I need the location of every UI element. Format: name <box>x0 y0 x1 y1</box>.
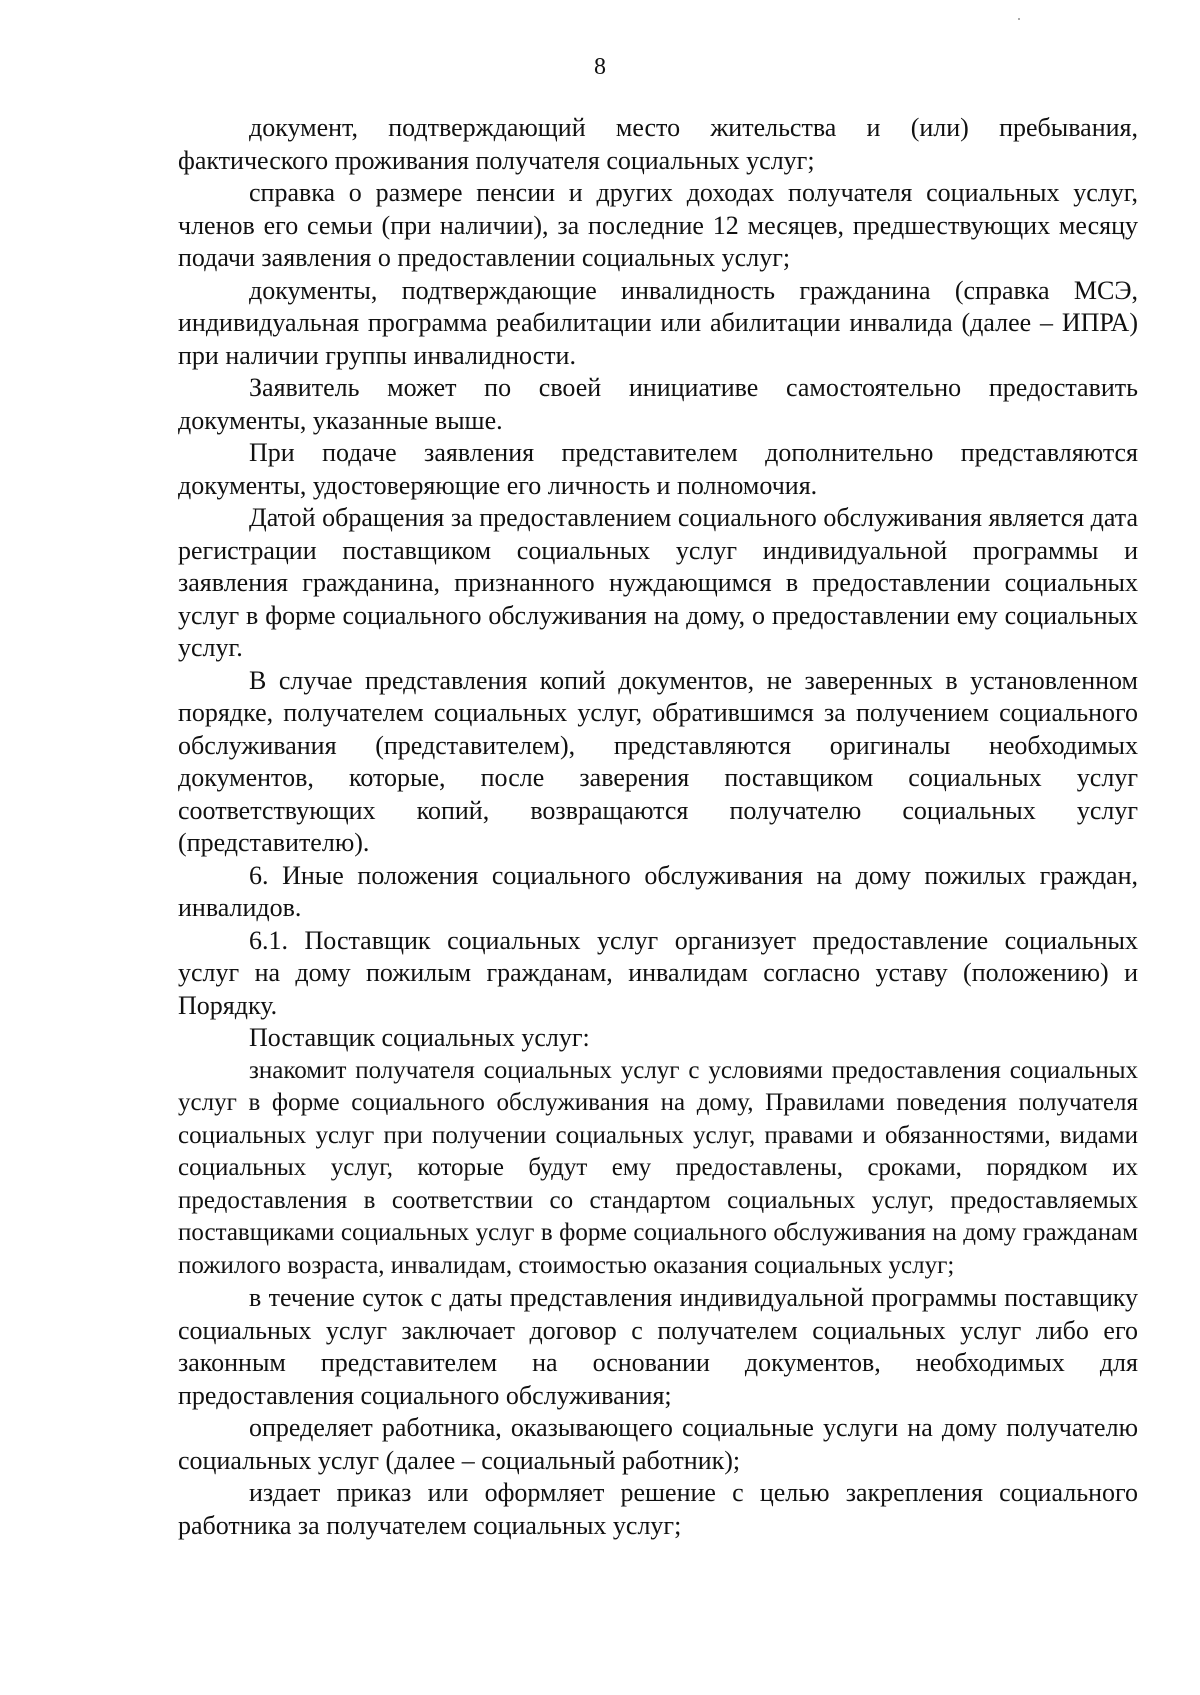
paragraph-representative: При подаче заявления представителем дополнительно представляются документы, удостоверяющие его личность и полномочия. <box>178 438 1138 500</box>
document-body <box>178 112 1138 1542</box>
paragraph-residence-document: документ, подтверждающий место жительства и (или) пребывания, фактического проживания получателя социальных услуг; <box>178 113 1138 175</box>
paragraph-copies: В случае представления копий документов, не заверенных в установленном порядке, получателем социальных услуг, обратившимся за получением социального обслуживания (представителем), представляются оригиналы необходимых документов, которые, после заверения поставщиком социальных услуг соответствующих копий, возвращаются получателю социальных услуг (представителю). <box>178 665 1138 857</box>
paragraph-contract: в течение суток с даты представления индивидуальной программы поставщику социальных услуг заключает договор с получателем социальных услуг либо его законным представителем на основании документов, необходимых для предоставления социального обслуживания; <box>178 1283 1138 1410</box>
paragraph-pension-certificate: справка о размере пенсии и других доходах получателя социальных услуг, членов его семьи (при наличии), за последние 12 месяцев, предшествующих месяцу подачи заявления о предоставлении социальных услуг; <box>178 178 1138 272</box>
page-number: 8 <box>594 54 606 80</box>
paragraph-disability-documents: документы, подтверждающие инвалидность гражданина (справка МСЭ, индивидуальная программа реабилитации или абилитации инвалида (далее – ИПРА) при наличии группы инвалидности. <box>178 275 1138 370</box>
paragraph-order: издает приказ или оформляет решение с целью закрепления социального работника за получателем социальных услуг; <box>178 1478 1138 1540</box>
paragraph-social-worker: определяет работника, оказывающего социальные услуги на дому получателю социальных услуг (далее – социальный работник); <box>178 1413 1138 1475</box>
paragraph-acquaints: знакомит получателя социальных услуг с условиями предоставления социальных услуг в форме социального обслуживания на дому, Правилами поведения получателя социальных услуг при получении социальных услуг, правами и обязанностями, видами социальных услуг, которые будут ему предоставлены, сроками, порядком их предоставления в соответствии со стандартом социальных услуг, предоставляемых поставщиками социальных услуг в форме социального обслуживания на дому гражданам пожилого возраста, инвалидам, стоимостью оказания социальных услуг; <box>178 1056 1138 1279</box>
section-heading-6: 6. Иные положения социального обслуживания на дому пожилых граждан, инвалидов. <box>178 860 1138 922</box>
paragraph-provider-intro: Поставщик социальных услуг: <box>249 1023 590 1052</box>
paragraph-6-1: 6.1. Поставщик социальных услуг организует предоставление социальных услуг на дому пожилым гражданам, инвалидам согласно уставу (положению) и Порядку. <box>178 925 1138 1020</box>
paragraph-applicant-initiative: Заявитель может по своей инициативе самостоятельно предоставить документы, указанные выше. <box>178 373 1138 435</box>
scan-speck <box>1018 18 1020 20</box>
paragraph-application-date: Датой обращения за предоставлением социального обслуживания является дата регистрации поставщиком социальных услуг индивидуальной программы и заявления гражданина, признанного нуждающимся в предоставлении социальных услуг в форме социального обслуживания на дому, о предоставлении ему социальных услуг. <box>178 503 1138 662</box>
